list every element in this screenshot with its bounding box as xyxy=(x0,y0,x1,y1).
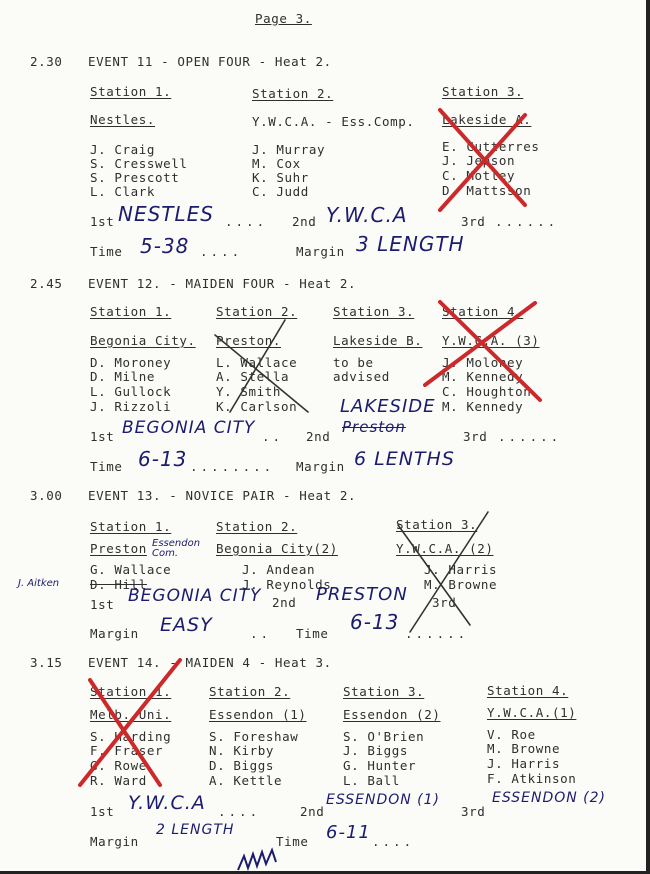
rower: D. Mattsson xyxy=(442,183,532,198)
result-second-label: 2nd xyxy=(300,804,325,819)
crew-name: Preston xyxy=(90,541,147,556)
result-first-label: 1st xyxy=(90,804,115,819)
rower: M. Browne xyxy=(487,741,561,756)
handwritten-crew-note: Essendon Com. xyxy=(152,538,201,559)
result-third-label: 3rd xyxy=(461,804,486,819)
rower: D. Moroney xyxy=(90,355,172,370)
handwritten-time: 6-13 xyxy=(138,447,188,471)
page-title: Page 3. xyxy=(255,11,312,26)
rower: G. Wallace xyxy=(90,562,172,577)
margin-label: Margin xyxy=(296,459,345,474)
handwritten-rower-note: J. Aitken xyxy=(18,578,60,589)
handwritten-margin: 2 LENGTH xyxy=(156,822,235,838)
pen-scribble xyxy=(238,850,276,870)
station-label: Station 1. xyxy=(90,684,172,699)
station-label: Station 3. xyxy=(343,684,425,699)
rower: C. Judd xyxy=(252,184,309,199)
dots: .. xyxy=(262,429,284,444)
station-label: Station 3. xyxy=(333,304,415,319)
handwritten-time: 5-38 xyxy=(140,234,190,258)
rower: L. Clark xyxy=(90,184,156,199)
handwritten-margin: 6 LENTHS xyxy=(354,448,455,470)
time-label: Time xyxy=(276,834,309,849)
crew-name: Y.W.C.A. (3) xyxy=(442,333,540,348)
rower: F. Fraser xyxy=(90,743,164,758)
station-label: Station 4. xyxy=(487,683,569,698)
rower: J. Andean xyxy=(242,562,316,577)
rower: J. Harris xyxy=(424,562,498,577)
rower: M. Kennedy xyxy=(442,399,524,414)
station-label: Station 4. xyxy=(442,304,524,319)
rower: F. Atkinson xyxy=(487,771,577,786)
dots: ........ xyxy=(190,459,275,474)
result-third-label: 3rd xyxy=(461,214,486,229)
handwritten-margin: 3 LENGTH xyxy=(356,232,465,256)
crew-name: Lakeside B. xyxy=(333,333,423,348)
rower: C. Houghton xyxy=(442,384,532,399)
rower: D. Biggs xyxy=(209,758,275,773)
rower: A. Kettle xyxy=(209,773,283,788)
crew-name: Nestles. xyxy=(90,112,156,127)
event-heading: EVENT 14. - MAIDEN 4 - Heat 3. xyxy=(88,655,332,670)
crew-name: Y.W.C.A. (2) xyxy=(396,541,494,556)
station-label: Station 1. xyxy=(90,519,172,534)
result-third-label: 3rd xyxy=(432,595,457,610)
event-heading: EVENT 12. - MAIDEN FOUR - Heat 2. xyxy=(88,276,357,291)
handwritten-first: Y.W.C.A xyxy=(128,792,206,814)
rower: L. Ball xyxy=(343,773,400,788)
station-label: Station 1. xyxy=(90,84,172,99)
handwritten-first: BEGONIA CITY xyxy=(122,418,256,438)
margin-label: Margin xyxy=(90,834,139,849)
result-first-label: 1st xyxy=(90,429,115,444)
dots: .... xyxy=(218,804,261,819)
rower: Y. Smith xyxy=(216,384,282,399)
rower: J. Craig xyxy=(90,142,156,157)
event-heading: EVENT 11 - OPEN FOUR - Heat 2. xyxy=(88,54,332,69)
crew-name: Lakeside A. xyxy=(442,112,532,127)
station-label: Station 2. xyxy=(216,519,298,534)
rower: K. Carlson xyxy=(216,399,298,414)
rower: C. Motley xyxy=(442,168,516,183)
rower: K. Suhr xyxy=(252,170,309,185)
event-heading: EVENT 13. - NOVICE PAIR - Heat 2. xyxy=(88,488,357,503)
handwritten-second: LAKESIDE xyxy=(340,396,436,417)
result-second-label: 2nd xyxy=(292,214,317,229)
station-label: Station 3. xyxy=(396,517,478,532)
margin-label: Margin xyxy=(90,626,139,641)
event-time: 2.45 xyxy=(30,276,63,291)
station-label: Station 3. xyxy=(442,84,524,99)
result-first-label: 1st xyxy=(90,214,115,229)
handwritten-second: PRESTON xyxy=(316,584,408,605)
crew-name: Essendon (1) xyxy=(209,707,307,722)
crew-name: Melb. Uni. xyxy=(90,707,172,722)
handwritten-second: ESSENDON (1) xyxy=(326,792,440,808)
rower: advised xyxy=(333,369,390,384)
rower: M. Browne xyxy=(424,577,498,592)
rower: R. Ward xyxy=(90,773,147,788)
rower: M. Cox xyxy=(252,156,301,171)
time-label: Time xyxy=(296,626,329,641)
rower: J. Rizzoli xyxy=(90,399,172,414)
crew-name: Y.W.C.A. - Ess.Comp. xyxy=(252,114,415,129)
crew-name: Begonia City. xyxy=(90,333,196,348)
rower: G. Hunter xyxy=(343,758,417,773)
rower: V. Roe xyxy=(487,727,536,742)
rower: L. Wallace xyxy=(216,355,298,370)
handwritten-first: NESTLES xyxy=(118,202,214,226)
rower: G. Rowe xyxy=(90,758,147,773)
handwritten-time: 6-13 xyxy=(350,610,400,634)
event-time: 3.00 xyxy=(30,488,63,503)
rower: A. Stella xyxy=(216,369,290,384)
handwritten-time: 6-11 xyxy=(326,822,371,843)
result-third-label: 3rd xyxy=(463,429,488,444)
rower: D. Hill xyxy=(90,577,147,592)
rower: D. Milne xyxy=(90,369,156,384)
station-label: Station 2. xyxy=(252,86,334,101)
crew-name: Essendon (2) xyxy=(343,707,441,722)
scan-edge xyxy=(646,0,650,874)
station-label: Station 2. xyxy=(216,304,298,319)
dots: ...... xyxy=(405,626,469,641)
time-label: Time xyxy=(90,244,123,259)
handwritten-third: ESSENDON (2) xyxy=(492,790,606,806)
crew-name: Y.W.C.A.(1) xyxy=(487,705,577,720)
rower: J. Harris xyxy=(487,756,561,771)
time-label: Time xyxy=(90,459,123,474)
dots: .... xyxy=(372,834,415,849)
handwritten-first: BEGONIA CITY xyxy=(128,586,262,606)
dots: .. xyxy=(250,626,272,641)
result-second-label: 2nd xyxy=(306,429,331,444)
dots: ...... xyxy=(498,429,562,444)
result-second-label: 2nd xyxy=(272,595,297,610)
dots: .... xyxy=(225,214,268,229)
handwritten-second: Y.W.C.A xyxy=(326,203,408,227)
rower: J. Jepson xyxy=(442,153,516,168)
rower: S. Prescott xyxy=(90,170,180,185)
rower: L. Gullock xyxy=(90,384,172,399)
rower: J. Moloney xyxy=(442,355,524,370)
crew-name: Preston. xyxy=(216,333,282,348)
rower: N. Kirby xyxy=(209,743,275,758)
dots: .... xyxy=(200,244,243,259)
station-label: Station 1. xyxy=(90,304,172,319)
handwritten-margin: EASY xyxy=(160,614,213,636)
rower: J. Biggs xyxy=(343,743,409,758)
margin-label: Margin xyxy=(296,244,345,259)
rower: S. Cresswell xyxy=(90,156,188,171)
rower: S. Foreshaw xyxy=(209,729,299,744)
rower: M. Kennedy xyxy=(442,369,524,384)
crew-name: Begonia City(2) xyxy=(216,541,338,556)
rower: S. O'Brien xyxy=(343,729,425,744)
rower: S. Harding xyxy=(90,729,172,744)
event-time: 2.30 xyxy=(30,54,63,69)
event-time: 3.15 xyxy=(30,655,63,670)
dots: ...... xyxy=(495,214,559,229)
rower: J. Reynolds xyxy=(242,577,332,592)
rower: E. Cutterres xyxy=(442,139,540,154)
station-label: Station 2. xyxy=(209,684,291,699)
rower: J. Murray xyxy=(252,142,326,157)
result-first-label: 1st xyxy=(90,597,115,612)
rower: to be xyxy=(333,355,374,370)
handwritten-second-struck: Preston xyxy=(342,418,406,436)
